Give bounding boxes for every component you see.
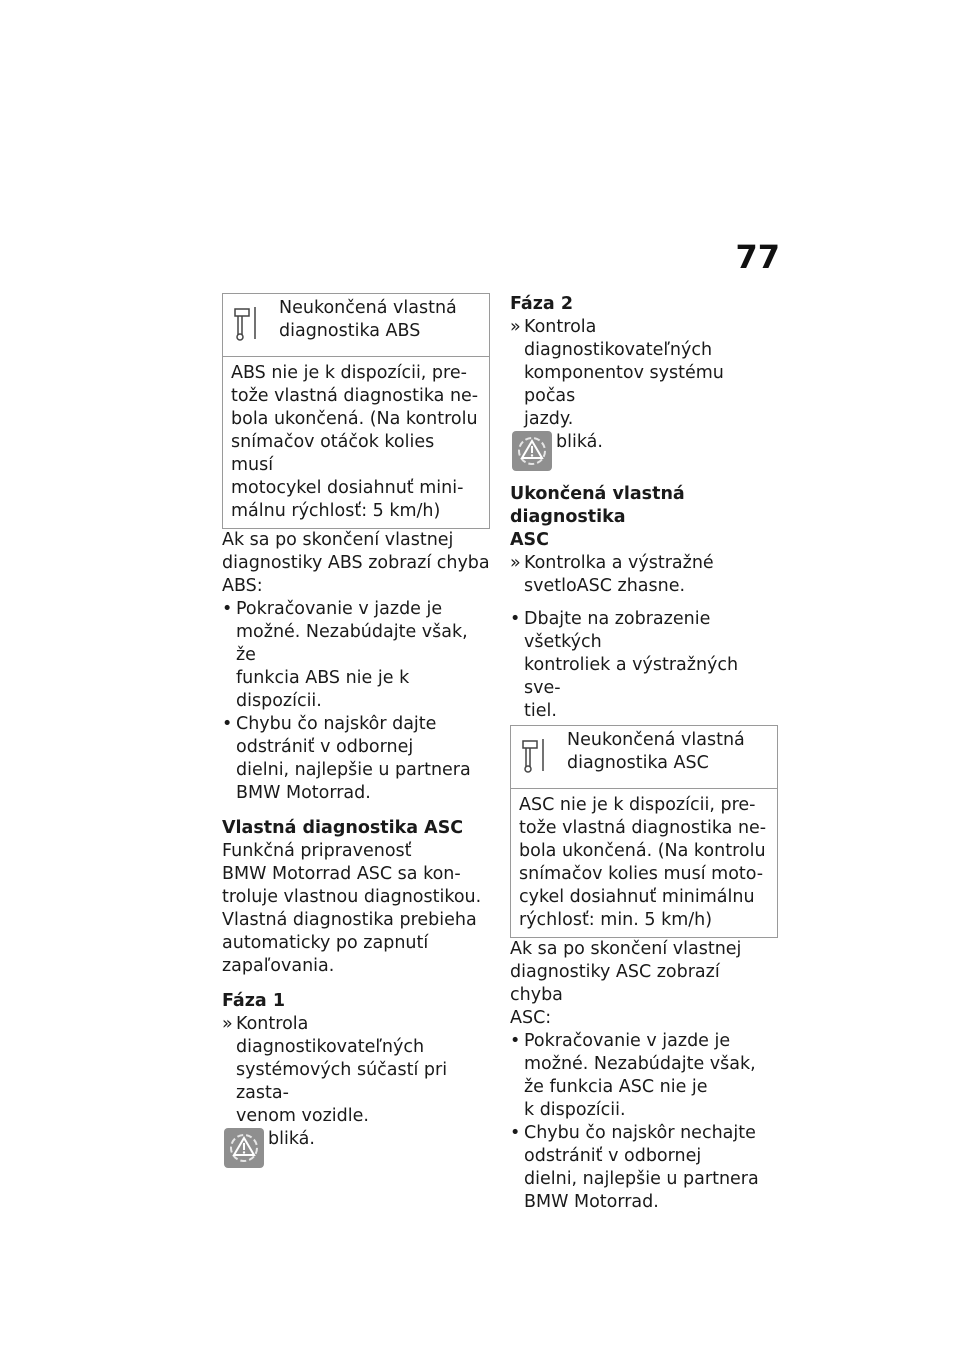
end-steps <box>510 552 778 598</box>
bullet-line: dielni, najlepšie u partnera <box>524 1169 759 1189</box>
heading-line: Ukončená vlastná diagnostika <box>510 484 685 527</box>
bullet-line: BMW Motorrad. <box>524 1192 659 1212</box>
step-line: systémových súčastí pri zasta- <box>236 1060 448 1103</box>
abs-error-intro-line: Ak sa po skončení vlastnej <box>222 530 454 550</box>
asc-note-line: cykel dosiahnuť minimálnu <box>519 887 755 907</box>
step-line: komponentov systému počas <box>524 363 724 406</box>
left-column <box>222 293 490 1168</box>
abs-error-intro <box>222 529 490 598</box>
bullet-line: funkcia ABS nie je k dispozícii. <box>236 668 410 711</box>
bullet-line: že funkcia ASC nie je <box>524 1077 708 1097</box>
asc-text-line: Vlastná diagnostika prebieha <box>222 910 477 930</box>
asc-text-line: automaticky po zapnutí <box>222 933 429 953</box>
abs-note-box <box>222 293 490 529</box>
step-line: » Kontrola diagnostikovateľných <box>524 317 713 360</box>
heading-line: ASC <box>510 530 549 550</box>
abs-note-line: bola ukončená. (Na kontrolu <box>231 409 478 429</box>
asc-text <box>222 863 490 978</box>
abs-note-title-line: diagnostika ABS <box>279 321 421 341</box>
workshop-tool-icon <box>229 297 269 350</box>
phase1-warning-row <box>236 1128 490 1168</box>
asc-text-line: zapaľovania. <box>222 956 335 976</box>
abs-note-body <box>223 357 489 528</box>
abs-note-line: tože vlastná diagnostika ne- <box>231 386 479 406</box>
asc-note-box <box>510 725 778 938</box>
bullet-line: kontroliek a výstražných sve- <box>524 655 739 698</box>
asc-note-line: ASC nie je k dispozícii, pre- <box>519 795 756 815</box>
abs-note-title <box>269 297 483 350</box>
asc-note-title-line: diagnostika ASC <box>567 753 709 773</box>
step-line: » Kontrolka a výstražné <box>524 553 714 573</box>
abs-bullet-list <box>222 598 490 805</box>
warning-light-icon <box>512 431 552 471</box>
workshop-tool-icon <box>517 729 557 782</box>
asc-text-line: troluje vlastnou diagnostikou. <box>222 887 482 907</box>
asc-note-header <box>511 726 777 789</box>
list-item <box>222 713 490 805</box>
phase2-blink-text: bliká. <box>556 432 603 452</box>
bullet-line: odstrániť v odbornej <box>524 1146 702 1166</box>
asc-error-intro-line: ASC: <box>510 1008 552 1028</box>
abs-error-intro-line: diagnostiky ABS zobrazí chyba <box>222 553 490 573</box>
bullet-line: možné. Nezabúdajte však, že <box>236 622 468 665</box>
bullet-line: • Chybu čo najskôr dajte <box>236 714 437 734</box>
bullet-line: BMW Motorrad. <box>236 783 371 803</box>
asc-diagnostics-heading: Vlastná diagnostika ASC <box>222 818 464 838</box>
asc-note-line: rýchlosť: min. 5 km/h) <box>519 910 713 930</box>
list-item <box>510 1122 778 1214</box>
step-line: venom vozidle. <box>236 1106 369 1126</box>
page-number: 77 <box>735 238 780 276</box>
list-item <box>510 552 778 598</box>
bullet-line: možné. Nezabúdajte však, <box>524 1054 756 1074</box>
phase2-heading: Fáza 2 <box>510 294 574 314</box>
list-item <box>510 608 778 723</box>
asc-note-title <box>557 729 771 782</box>
asc-error-intro-line: diagnostiky ASC zobrazí chyba <box>510 962 720 1005</box>
step-line: jazdy. <box>524 409 574 429</box>
step-line: » Kontrola diagnostikovateľných <box>236 1014 425 1057</box>
list-item <box>510 1030 778 1122</box>
end-bullets <box>510 608 778 723</box>
bullet-line: dielni, najlepšie u partnera <box>236 760 471 780</box>
bullet-line: tiel. <box>524 701 557 721</box>
asc-error-intro-line: Ak sa po skončení vlastnej <box>510 939 742 959</box>
bullet-line: • Dbajte na zobrazenie všetkých <box>524 609 711 652</box>
diagnostics-complete-heading <box>510 483 778 552</box>
phase1-heading: Fáza 1 <box>222 991 286 1011</box>
list-item <box>222 1013 490 1168</box>
step-line: svetloASC zhasne. <box>524 576 686 596</box>
bullet-line: • Pokračovanie v jazde je <box>524 1031 731 1051</box>
abs-note-line: motocykel dosiahnuť mini- <box>231 478 464 498</box>
right-column <box>510 293 778 1214</box>
abs-error-intro-line: ABS: <box>222 576 263 596</box>
abs-note-title-line: Neukončená vlastná <box>279 298 457 318</box>
list-item <box>510 316 778 471</box>
asc-error-intro <box>510 938 778 1030</box>
warning-light-icon <box>224 1128 264 1168</box>
phase2-warning-row <box>524 431 778 471</box>
asc-note-body <box>511 789 777 937</box>
asc-text-line: BMW Motorrad ASC sa kon- <box>222 864 461 884</box>
asc-note-line: tože vlastná diagnostika ne- <box>519 818 767 838</box>
bullet-line: • Chybu čo najskôr nechajte <box>524 1123 756 1143</box>
asc-note-title-line: Neukončená vlastná <box>567 730 745 750</box>
bullet-line: odstrániť v odbornej <box>236 737 414 757</box>
phase1-steps <box>222 1013 490 1168</box>
asc-subheading: Funkčná pripravenosť <box>222 841 412 861</box>
list-item <box>222 598 490 713</box>
abs-note-line: málnu rýchlosť: 5 km/h) <box>231 501 441 521</box>
bullet-line: • Pokračovanie v jazde je <box>236 599 443 619</box>
asc-note-line: bola ukončená. (Na kontrolu <box>519 841 766 861</box>
phase1-blink-text: bliká. <box>268 1129 315 1149</box>
bullet-line: k dispozícii. <box>524 1100 626 1120</box>
asc-bullet-list <box>510 1030 778 1214</box>
abs-note-line: ABS nie je k dispozícii, pre- <box>231 363 467 383</box>
asc-note-line: snímačov kolies musí moto- <box>519 864 764 884</box>
abs-note-header <box>223 294 489 357</box>
abs-note-line: snímačov otáčok kolies musí <box>231 432 435 475</box>
phase2-steps <box>510 316 778 471</box>
